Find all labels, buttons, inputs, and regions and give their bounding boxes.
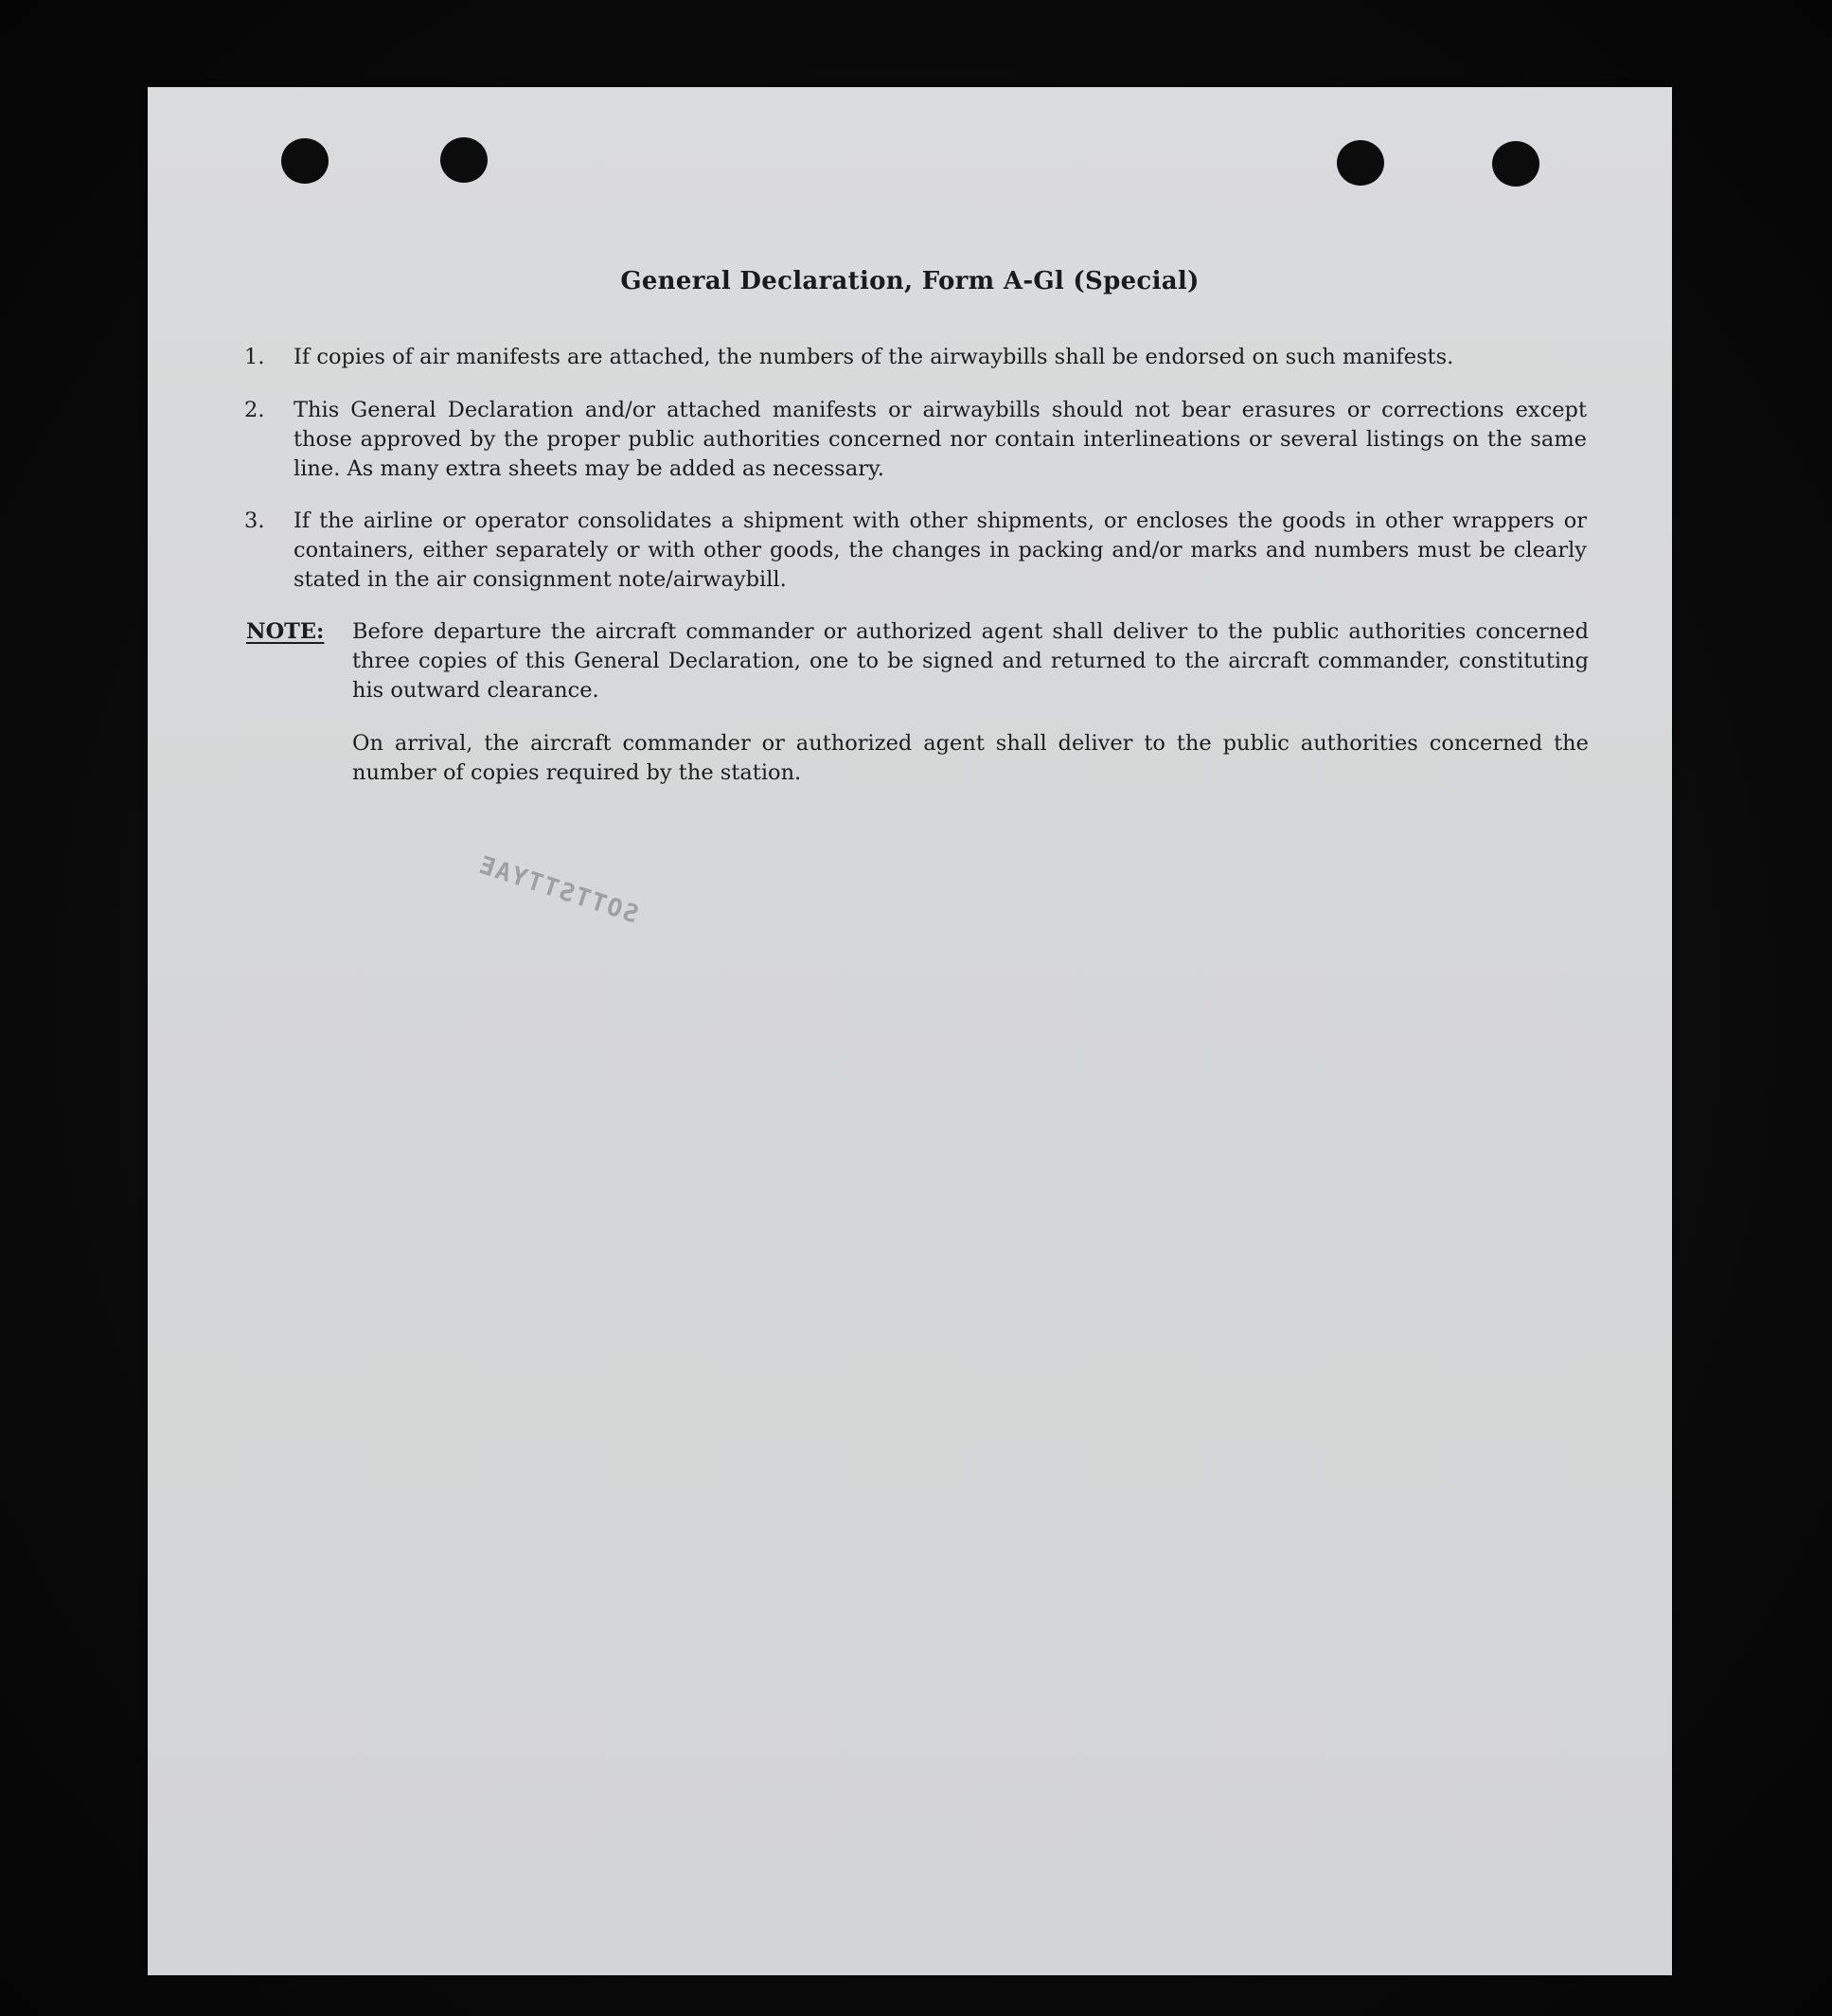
note-paragraph-departure: Before departure the aircraft commander or authorized agent shall deliver to the public authorities concerned three copies of this General Declaration, one to be signed and returned to the aircraft commander, constituting his outward clearance. [352, 619, 1589, 703]
instruction-item-3 [244, 507, 1589, 601]
faded-stamp: SOTTSTTYAE [473, 850, 642, 930]
note-label: NOTE: [246, 619, 325, 644]
instruction-item-2 [244, 396, 1589, 491]
punch-hole-2 [440, 137, 488, 183]
item-text: This General Declaration and/or attached manifests or airwaybills should not bear erasures or corrections except those approved by the proper public authorities concerned nor contain interlineations or several listings on the same line. As many extra sheets may be added as necessary. [293, 398, 1587, 481]
punch-hole-1 [281, 138, 329, 184]
item-number: 2. [244, 398, 265, 422]
instruction-item-1 [244, 343, 1589, 381]
document-page [148, 87, 1672, 1975]
item-text: If the airline or operator consolidates a shipment with other shipments, or encloses the goods in other wrappers or containers, either separately or with other goods, the changes in packing and/or marks and numbers must be clearly stated in the air consignment note/airwaybill. [293, 508, 1587, 592]
punch-hole-3 [1337, 140, 1384, 186]
punch-hole-4 [1492, 141, 1539, 187]
item-number: 3. [244, 508, 265, 533]
note-paragraph-arrival: On arrival, the aircraft commander or authorized agent shall deliver to the public authorities concerned the number of copies required by the station. [352, 731, 1589, 785]
note-section [246, 617, 1591, 826]
item-text: If copies of air manifests are attached, the numbers of the airwaybills shall be endorsed on such manifests. [293, 345, 1454, 369]
form-title: General Declaration, Form A-Gl (Special) [620, 267, 1200, 295]
item-number: 1. [244, 345, 265, 369]
